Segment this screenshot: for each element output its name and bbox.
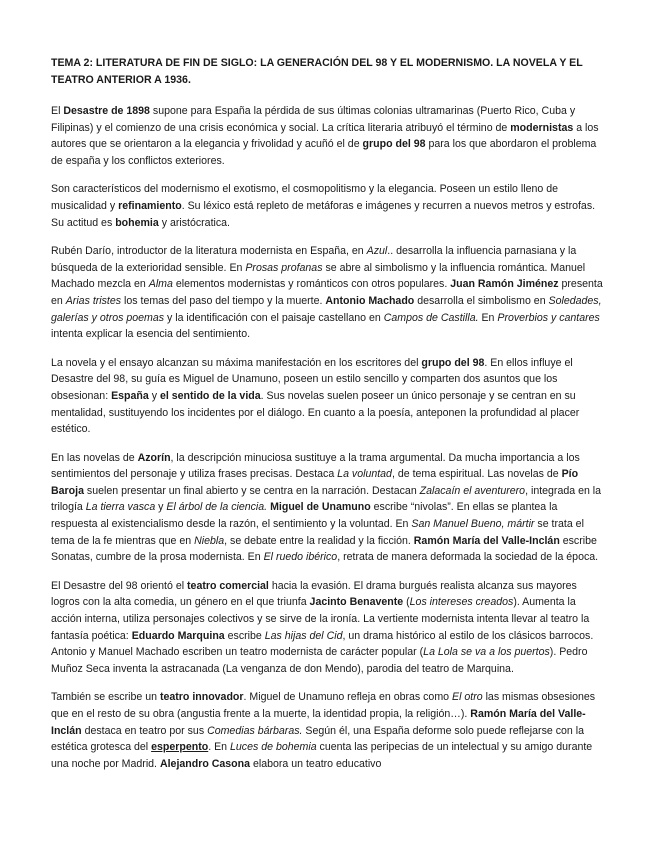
bold-text-run: grupo del 98 xyxy=(362,138,426,151)
italic-text-run: La tierra vasca xyxy=(85,501,156,514)
italic-text-run: El ruedo ibérico xyxy=(263,551,338,564)
bold-text-run: Desastre de 1898 xyxy=(63,105,150,117)
bold-text-run: Eduardo Marquina xyxy=(131,629,225,642)
italic-text-run: Soledades, galerías y otros poemas xyxy=(51,294,602,324)
bold-text-run: teatro comercial xyxy=(187,579,269,592)
bold-text-run: Alejandro Casona xyxy=(159,757,251,770)
bold-text-run: Azorín xyxy=(137,451,171,464)
italic-text-run: Luces de bohemia xyxy=(230,741,317,754)
bold-text-run: refinamiento xyxy=(118,199,182,212)
italic-text-run: San Manuel Bueno, mártir xyxy=(411,518,535,531)
bold-text-run: Miguel de Unamuno xyxy=(270,501,371,514)
italic-text-run: Arias tristes xyxy=(65,294,122,307)
bold-text-run: el sentido de la vida xyxy=(159,389,261,402)
paragraph: Rubén Darío, introductor de la literatura modernista en España, en Azul.. desarrolla la influencia parnasiana y la búsqueda de la exterioridad sensible. En Prosas profanas se abre al simbolismo y la influencia romántica. Manuel Machado mezcla en Alma elementos modernistas y románticos con otros populares. Juan Ramón Jiménez presenta en Arias tristes los temas del paso del tiempo y la muerte. Antonio Machado desarrolla el simbolismo en Soledades, galerías y otros poemas y la identificación con el paisaje castellano en Campos de Castilla. En Proverbios y cantares intenta explicar la esencia del sentimiento. xyxy=(51,245,603,341)
italic-text-run: Zalacaín el aventurero xyxy=(419,484,526,497)
bold-text-run: modernistas xyxy=(510,121,574,134)
italic-text-run: Campos de Castilla. xyxy=(383,311,479,324)
bold-text-run: Jacinto Benavente xyxy=(309,596,404,609)
italic-text-run: La Lola se va a los puertos xyxy=(423,646,550,659)
bold-text-run: Antonio Machado xyxy=(325,294,415,307)
bold-text-run: Ramón María del Valle-Inclán xyxy=(413,534,560,547)
bold-text-run: bohemia xyxy=(115,216,159,229)
bold-text-run: teatro innovador xyxy=(159,691,244,704)
italic-text-run: Los intereses creados xyxy=(409,596,514,609)
bold-text-run: grupo del 98 xyxy=(421,356,485,369)
bold-text-run: Pío Baroja xyxy=(51,468,579,497)
italic-text-run: Niebla xyxy=(194,534,225,547)
paragraph: En las novelas de Azorín, la descripción minuciosa sustituye a la trama argumental. Da mucha importancia a los sentimientos del personaje y utiliza frases precisas. Destaca La voluntad, de tema espiritual. Las novelas de Pío Baroja suelen presentar un final abierto y se centra en la narración. Destacan Zalacaín el aventurero, integrada en la trilogía La tierra vasca y El árbol de la ciencia. Miguel de Unamuno escribe “nivolas”. En ellas se plantea la respuesta al existencialismo desde la razón, el sentimiento y la voluntad. En San Manuel Bueno, mártir se trata el tema de la fe mientras que en Niebla, se debate entre la realidad y la ficción. Ramón María del Valle-Inclán escribe Sonatas, cumbre de la prosa modernista. En El ruedo ibérico, retrata de manera deformada la sociedad de la época. xyxy=(51,451,602,564)
bold-text-run: España xyxy=(111,389,149,402)
italic-text-run: El árbol de la ciencia. xyxy=(166,501,268,514)
bold-text-run: esperpento xyxy=(151,741,209,754)
paragraph: El Desastre de 1898 supone para España la pérdida de sus últimas colonias ultramarinas (Puerto Rico, Cuba y Filipinas) y el comienzo de una crisis económica y social. La crítica literaria atribuyó el término de modernistas a los autores que se orientaron a la elegancia y frivolidad y acuñó el de grupo del 98 para los que abordaron el problema de españa y los conflictos exteriores. xyxy=(51,105,599,167)
italic-text-run: Proverbios y cantares xyxy=(497,311,600,324)
bold-text-run: Juan Ramón Jiménez xyxy=(450,278,559,291)
italic-text-run: El otro xyxy=(452,691,483,704)
italic-text-run: Azul xyxy=(366,245,388,258)
paragraph: La novela y el ensayo alcanzan su máxima manifestación en los escritores del grupo del 98. En ellos influye el Desastre del 98, su guía es Miguel de Unamuno, poseen un estilo sencillo y comparten dos asuntos que los obsesionan: España y el sentido de la vida. Sus novelas suelen poseer un único personaje y se centran en su mentalidad, sustituyendo los incidentes por el diálogo. En cuanto a la poesía, anteponen la profundidad al placer estético. xyxy=(51,356,580,436)
paragraph: También se escribe un teatro innovador. Miguel de Unamuno refleja en obras como El otro las mismas obsesiones que en el resto de su obra (angustia frente a la muerte, la identidad propia, la religión…). Ramón María del Valle-Inclán destaca en teatro por sus Comedias bárbaras. Según él, una España deforme solo puede reflejarse con la estética grotesca del esperpento. En Luces de bohemia cuenta las peripecias de un intelectual y su amigo durante una noche por Madrid. Alejandro Casona elabora un teatro educativo xyxy=(51,691,596,770)
bold-text-run: Ramón María del Valle-Inclán xyxy=(51,708,586,737)
italic-text-run: Las hijas del Cid xyxy=(264,629,343,642)
italic-text-run: La voluntad xyxy=(337,468,392,481)
italic-text-run: Comedias bárbaras. xyxy=(207,724,303,737)
paragraph: Son característicos del modernismo el exotismo, el cosmopolitismo y la elegancia. Poseen un estilo lleno de musicalidad y refinamiento. Su léxico está repleto de metáforas e imágenes y recurren a nuevos metros y estrofas. Su actitud es bohemia y aristócratica. xyxy=(51,183,596,229)
italic-text-run: Alma xyxy=(148,278,173,291)
document-title: TEMA 2: LITERATURA DE FIN DE SIGLO: LA GENERACIÓN DEL 98 Y EL MODERNISMO. LA NOVELA Y EL TEATRO ANTERIOR A 1936. xyxy=(51,57,583,86)
italic-text-run: Prosas profanas xyxy=(245,261,323,274)
paragraph: El Desastre del 98 orientó el teatro comercial hacia la evasión. El drama burgués realista alcanza sus mayores logros con la alta comedia, un género en el que triunfa Jacinto Benavente (Los intereses creados). Aumenta la acción interna, utiliza personajes colectivos y se sirve de la ironía. La vertiente modernista intenta llevar al teatro la fantasía poética: Eduardo Marquina escribe Las hijas del Cid, un drama histórico al estilo de los clásicos barrocos. Antonio y Manuel Machado escriben un teatro modernista de carácter popular (La Lola se va a los puertos). Pedro Muñoz Seca inventa la astracanada (La venganza de don Mendo), parodia del teatro de Marquina. xyxy=(51,579,594,675)
